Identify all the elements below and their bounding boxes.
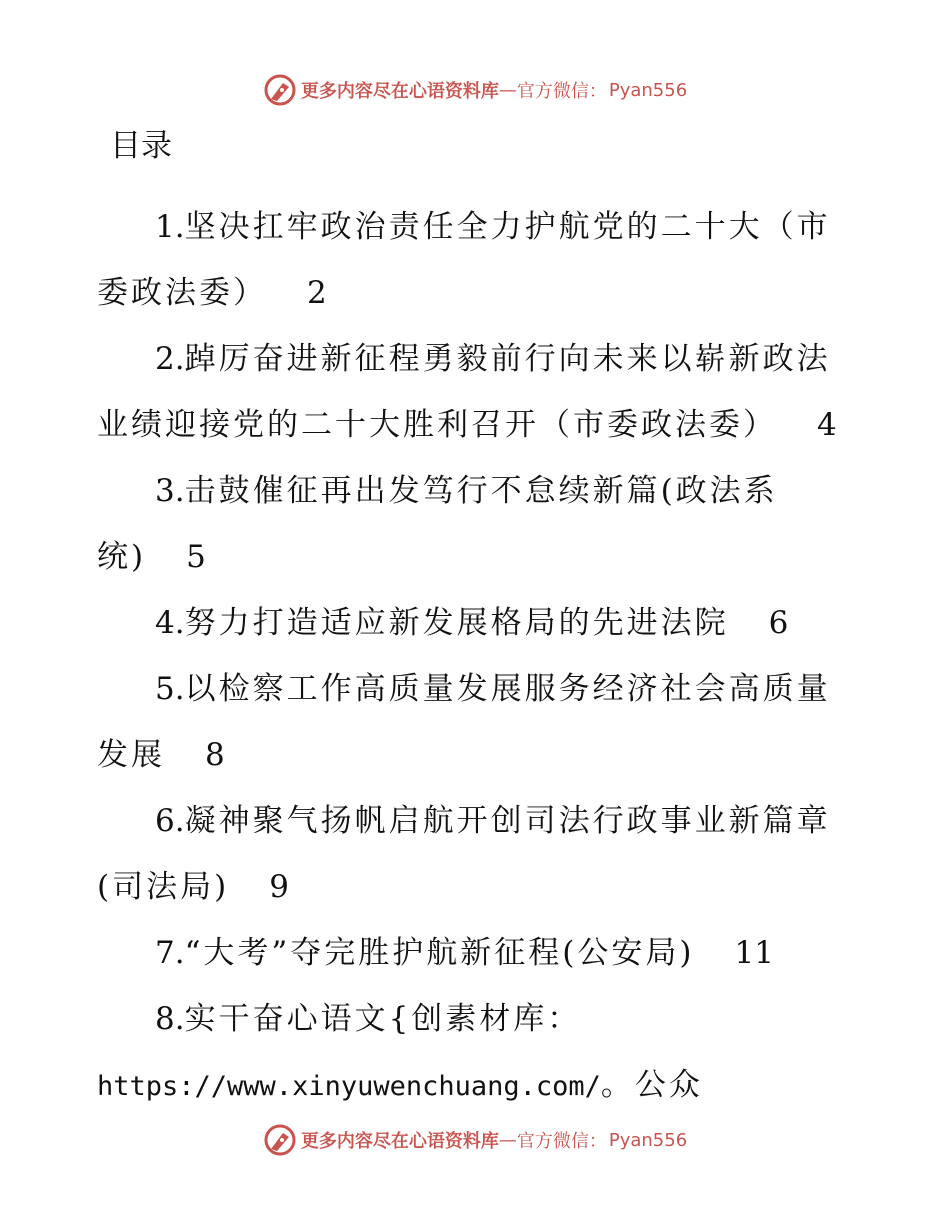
toc-entry-page: 2 [307,275,327,311]
toc-entry-page: 11 [734,935,774,971]
banner-text: 更多内容尽在心语资料库 [300,81,499,102]
banner-wechat-id: Pyan556 [608,79,688,101]
pen-nib-logo-icon [263,1123,297,1157]
toc-entry-2[interactable]: 2.踔厉奋进新征程勇毅前行向未来以崭新政法业绩迎接党的二十大胜利召开（市委政法委） 4 [97,341,837,443]
toc-entry-tail: 。公众 [600,1067,703,1103]
toc-entry-text: “大考”夺完胜护航新征程(公安局) [184,935,695,971]
toc-entry-text: 实干奋心语文{创素材库： [184,1001,582,1037]
toc-entry-page: 5 [186,539,206,575]
banner-separator: — [498,1129,517,1151]
toc-list [97,194,842,1120]
toc-entry-text: 踔厉奋进新征程勇毅前行向未来以崭新政法业绩迎接党的二十大胜利召开（市委政法委） [97,341,831,443]
toc-entry-text: 击鼓催征再出发笃行不怠续新篇(政法系统) [97,473,778,575]
toc-entry-4[interactable]: 4.努力打造适应新发展格局的先进法院 6 [155,605,789,641]
toc-entry-page: 8 [205,737,225,773]
toc-title: 目录 [110,128,172,164]
toc-entry-3[interactable]: 3.击鼓催征再出发笃行不怠续新篇(政法系统) 5 [97,473,778,575]
banner-wechat-label: 官方微信： [516,81,607,102]
toc-entry-url-link[interactable]: https://www.xinyuwenchuang.com/ [97,1071,601,1102]
toc-entry-text: 坚决扛牢政治责任全力护航党的二十大（市委政法委） [97,209,831,311]
toc-entry-text: 凝神聚气扬帆启航开创司法行政事业新篇章(司法局) [97,803,831,905]
toc-entry-text: 努力打造适应新发展格局的先进法院 [184,605,729,641]
header-banner [0,70,950,110]
banner-separator: — [498,79,517,101]
toc-entry-page: 6 [768,605,789,641]
footer-banner [0,1120,950,1160]
toc-entry-5[interactable]: 5.以检察工作高质量发展服务经济社会高质量发展 8 [97,671,831,773]
toc-entry-page: 9 [269,869,289,905]
pen-nib-logo-icon [263,73,297,107]
toc-entry-1[interactable]: 1.坚决扛牢政治责任全力护航党的二十大（市委政法委） 2 [97,209,831,311]
banner-wechat-id: Pyan556 [608,1129,688,1151]
toc-entry-page: 4 [817,407,837,443]
banner-wechat-label: 官方微信： [516,1131,607,1152]
banner-text: 更多内容尽在心语资料库 [300,1131,499,1152]
toc-entry-text: 以检察工作高质量发展服务经济社会高质量发展 [97,671,831,773]
toc-entry-7[interactable]: 7.“大考”夺完胜护航新征程(公安局) 11 [155,935,774,971]
toc-entry-8[interactable]: 8.实干奋心语文{创素材库：https://www.xinyuwenchuang.com/。公众 [97,1001,703,1103]
toc-entry-6[interactable]: 6.凝神聚气扬帆启航开创司法行政事业新篇章(司法局) 9 [97,803,831,905]
